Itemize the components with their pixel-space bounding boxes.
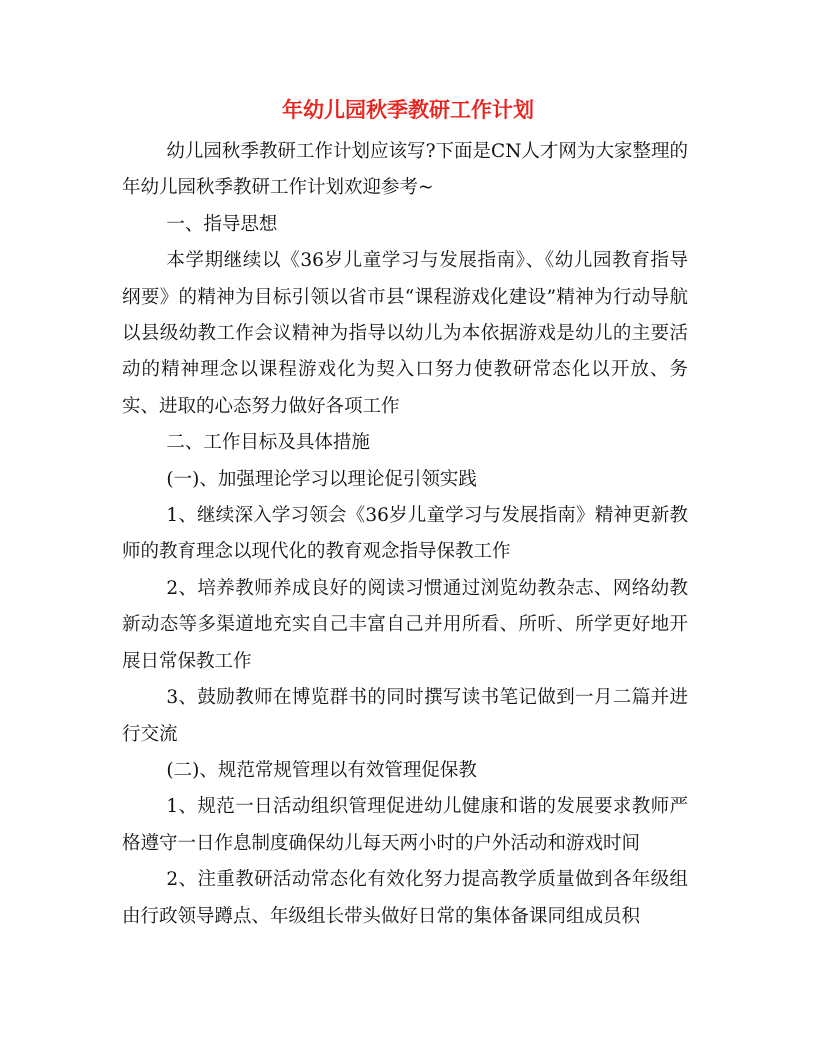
list-item-paragraph: 2、注重教研活动常态化有效化努力提高教学质量做到各年级组由行政领导蹲点、年级组长带头做好日常的集体备课同组成员积 bbox=[122, 869, 688, 927]
section-heading: 一、指导思想 bbox=[166, 213, 278, 235]
document-body bbox=[122, 134, 688, 935]
list-item-paragraph: 1、继续深入学习领会《36岁儿童学习与发展指南》精神更新教师的教育理念以现代化的教育观念指导保教工作 bbox=[122, 505, 688, 563]
subsection-heading: (一)、加强理论学习以理论促引领实践 bbox=[166, 468, 477, 490]
list-item-paragraph: 3、鼓励教师在博览群书的同时撰写读书笔记做到一月二篇并进行交流 bbox=[122, 687, 688, 745]
paragraph: 本学期继续以《36岁儿童学习与发展指南》、《幼儿园教育指导纲要》的精神为目标引领以省市县“课程游戏化建设”精神为行动导航以县级幼教工作会议精神为指导以幼儿为本依据游戏是幼儿的主要活动的精神理念以课程游戏化为契入口努力使教研常态化以开放、务实、进取的心态努力做好各项工作 bbox=[122, 250, 688, 417]
document-title: 年幼儿园秋季教研工作计划 bbox=[282, 97, 534, 122]
section-heading: 二、工作目标及具体措施 bbox=[166, 432, 370, 454]
subsection-heading: (二)、规范常规管理以有效管理促保教 bbox=[166, 759, 477, 781]
intro-paragraph: 幼儿园秋季教研工作计划应该写?下面是CN人才网为大家整理的年幼儿园秋季教研工作计划欢迎参考~ bbox=[122, 141, 688, 199]
list-item-paragraph: 1、规范一日活动组织管理促进幼儿健康和谐的发展要求教师严格遵守一日作息制度确保幼儿每天两小时的户外活动和游戏时间 bbox=[122, 796, 688, 854]
list-item-paragraph: 2、培养教师养成良好的阅读习惯通过浏览幼教杂志、网络幼教新动态等多渠道地充实自己丰富自己并用所看、所听、所学更好地开展日常保教工作 bbox=[122, 577, 688, 672]
